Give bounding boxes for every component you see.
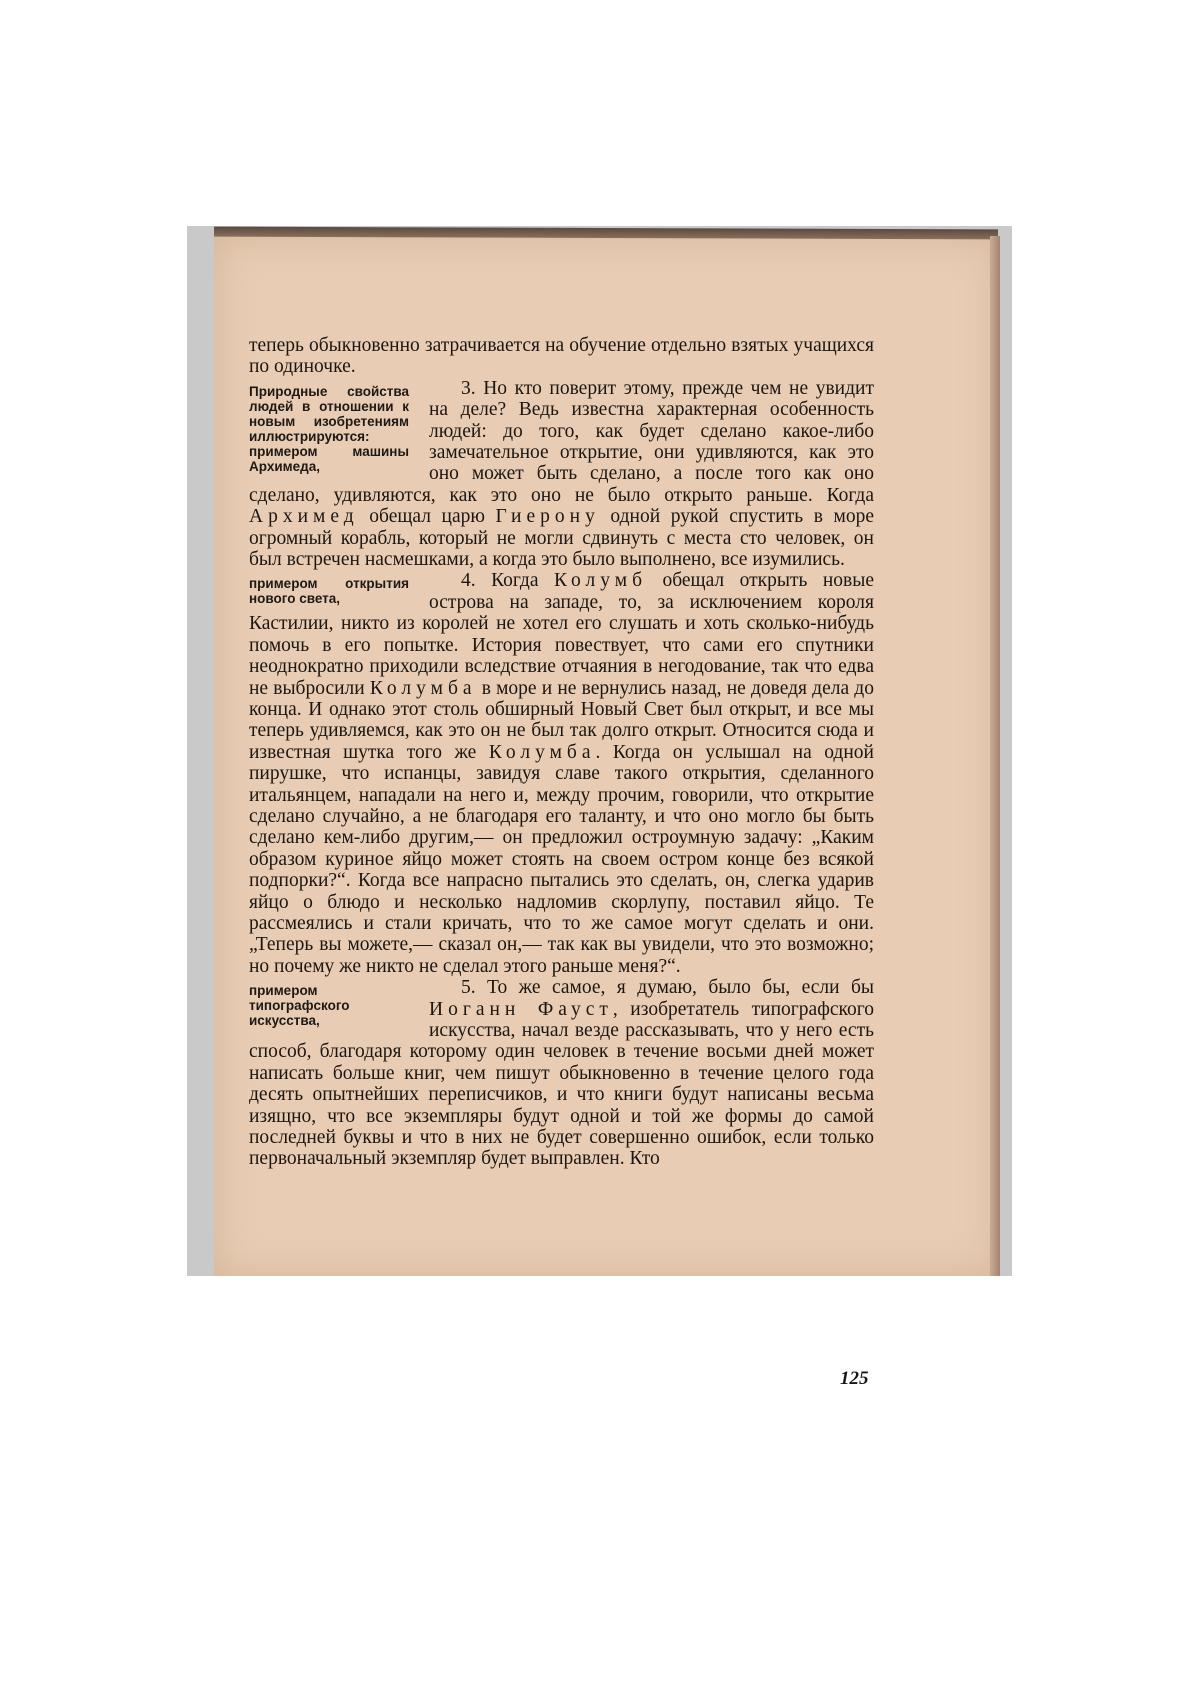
- sidenote-archimedes: Природные свойства людей в отношении к новым изобретениям иллюстрируются: примером машины Архимеда,: [249, 383, 409, 474]
- sidenote-new-world: примером открытия нового света,: [249, 576, 409, 607]
- page-number: 125: [840, 1368, 869, 1389]
- paragraph-continuation: теперь обыкновенно затрачивается на обучение отдельно взятых учащихся по одиночке.: [249, 335, 874, 378]
- page-right-edge: [990, 236, 1000, 1276]
- page-text: [249, 335, 874, 1170]
- sidenote-printing: примером типографского искусства,: [249, 983, 350, 1029]
- paragraph-3: 3. Но кто поверит этому, прежде чем не увидит на деле? Ведь известна характерная особенность людей: до того, как будет сделано какое-либо замечательное открытие, они удивляются, как это оно может быть сделано, а после того как оно сделано, удивляются, как это оно не было открыто раньше. Когда Архимед обещал царю Гиерону одной рукой спустить в море огромный корабль, который не могли сдвинуть с места сто человек, он был встречен насмешками, а когда это было выполнено, все изумились.: [249, 377, 874, 571]
- name-faust: Иоганн Фауст: [429, 998, 613, 1020]
- name-columbus: Колумб: [553, 570, 647, 592]
- name-columbus: Колумба: [488, 741, 596, 763]
- paragraph-5: 5. То же самое, я думаю, было бы, если бы Иоганн Фауст, изобретатель типографского искусства, начал везде рассказывать, что у него есть способ, благодаря которому один человек в течение восьми дней может написать больше книг, чем пишут обыкновенно в течение целого года десять опытнейших переписчиков, и что книги будут написаны весьма изящно, что все экземпляры будут одной и той же формы до самой последней буквы и что в них не будет совершенно ошибок, если только первоначальный экземпляр будет выправлен. Кто: [249, 977, 874, 1170]
- name-columbus: Колумба: [369, 677, 477, 699]
- paragraph-4: 4. Когда Колумб обещал открыть новые острова на западе, то, за исключением короля Кастилии, никто из королей не хотел его слушать и хоть сколько-нибудь помочь в его попытке. История повествует, что сами его спутники неоднократно приходили вследствие отчаяния в негодование, так что едва не выбросили Колумба в море и не вернулись назад, не доведя дела до конца. И однако этот столь обширный Новый Свет был открыт, и все мы теперь удивляемся, как это он не был так долго открыт. Относится сюда и известная шутка того же Колумба. Когда он услышал на одной пирушке, что испанцы, завидуя славе такого открытия, сделанного итальянцем, нападали на него и, между прочим, говорили, что открытие сделано случайно, а не благодаря его таланту, и что оно могло бы быть сделано кем-либо другим,— он предложил остроумную задачу: „Каким образом куриное яйцо может стоять на своем остром конце без всякой подпорки?“. Когда все напрасно пытались это сделать, он, слегка ударив яйцо о блюдо и несколько надломив скорлупу, поставил яйцо. Те рассмеялись и стали кричать, что то же самое могут сделать и они. „Теперь вы можете,— сказал он,— так как вы увидели, что это возможно; но почему же никто не сделал этого раньше меня?“.: [249, 570, 874, 977]
- name-hieron: Гиерону: [495, 506, 600, 528]
- name-archimedes: Архимед: [249, 506, 359, 528]
